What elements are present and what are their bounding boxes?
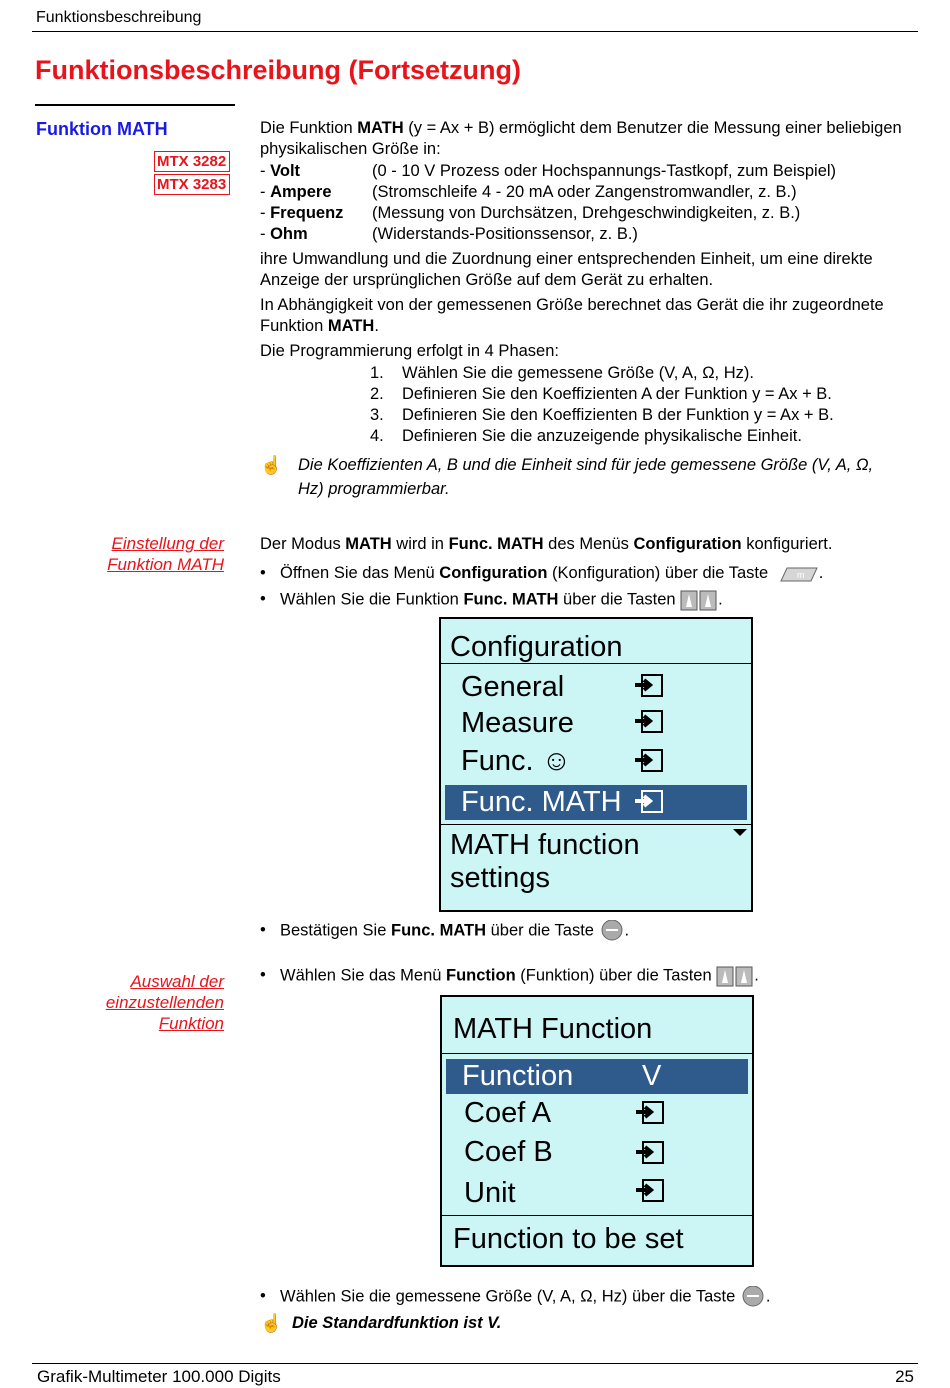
footer-title: Grafik-Multimeter 100.000 Digits <box>37 1367 281 1386</box>
phase-item: 3. Definieren Sie den Koeffizienten B der Funktion y = Ax + B. <box>370 406 834 424</box>
screen-divider <box>441 824 751 825</box>
page-number: 25 <box>895 1367 914 1386</box>
screen-divider <box>442 1053 752 1054</box>
phase-item: 2. Definieren Sie den Koeffizienten A der Funktion y = Ax + B. <box>370 385 832 403</box>
calc-paragraph: In Abhängigkeit von der gemessenen Größe berechnet das Gerät die ihr zugeordnete Funktion MATH. <box>260 296 884 335</box>
screen-hint: Function to be set <box>453 1223 684 1255</box>
screen-hint-line2: settings <box>450 862 550 894</box>
enter-icon <box>634 710 664 734</box>
running-header: Funktionsbeschreibung <box>36 9 202 26</box>
intro-block <box>260 118 920 501</box>
phase-item: 4. Definieren Sie die anzuzeigende physikalische Einheit. <box>370 427 802 445</box>
intro-paragraph: Die Funktion MATH (y = Ax + B) ermöglicht dem Benutzer die Messung einer beliebigen physikalischen Größe in: <box>260 119 902 158</box>
up-down-keys-icon <box>680 589 718 611</box>
menu-item-function[interactable]: Function <box>462 1060 574 1092</box>
default-note: ☝ Die Standardfunktion ist V. <box>260 1313 502 1333</box>
lcd-math-function-screen <box>440 995 754 1267</box>
screen-divider <box>441 663 751 664</box>
section-heading: Funktion MATH <box>36 119 168 139</box>
section-rule <box>35 104 235 106</box>
screen-divider <box>442 1215 752 1216</box>
unit-row: - Ohm (Widerstands-Positionssensor, z. B.) <box>260 225 638 243</box>
enter-icon <box>634 790 664 814</box>
round-key-icon <box>740 1286 766 1308</box>
footer-rule <box>32 1363 918 1364</box>
note: ☝ Die Koeffizienten A, B und die Einheit sind für jede gemessene Größe (V, A, Ω, Hz) programmierbar. <box>260 453 920 501</box>
conversion-paragraph: ihre Umwandlung und die Zuordnung einer entsprechenden Einheit, um eine direkte Anzeige der ursprünglichen Größe auf dem Gerät zu erhalten. <box>260 250 873 289</box>
screen-title: MATH Function <box>453 1013 653 1045</box>
page-title: Funktionsbeschreibung (Fortsetzung) <box>35 55 521 85</box>
svg-text:m: m <box>796 569 805 580</box>
model-badges <box>154 151 230 197</box>
menu-item-unit[interactable]: Unit <box>464 1177 516 1209</box>
phases-list <box>370 363 920 447</box>
enter-icon <box>634 674 664 698</box>
menu-item-func-math[interactable]: Func. MATH <box>461 786 622 818</box>
menu-item-function-selected[interactable] <box>446 1059 748 1094</box>
m-key-icon <box>773 564 819 584</box>
bullet-select-function-menu: • Wählen Sie das Menü Function (Funktion) über die Tasten . <box>260 965 759 987</box>
model-badge: MTX 3283 <box>154 174 230 195</box>
model-badge: MTX 3282 <box>154 151 230 172</box>
config-block <box>260 534 930 611</box>
bullet-select-func: • Wählen Sie die Funktion Func. MATH über die Tasten . <box>260 589 930 611</box>
enter-icon <box>635 1101 665 1125</box>
menu-item-general[interactable]: General <box>461 671 565 703</box>
config-paragraph: Der Modus MATH wird in Func. MATH des Menüs Configuration konfiguriert. <box>260 535 833 553</box>
unit-row: - Frequenz (Messung von Durchsätzen, Drehgeschwindigkeiten, z. B.) <box>260 204 801 222</box>
enter-icon <box>634 749 664 773</box>
enter-icon <box>635 1179 665 1203</box>
up-down-keys-icon <box>716 965 754 987</box>
bullet-confirm: • Bestätigen Sie Func. MATH über die Taste . <box>260 920 629 942</box>
screen-hint-line1: MATH function <box>450 829 640 861</box>
phases-intro: Die Programmierung erfolgt in 4 Phasen: <box>260 342 559 360</box>
scroll-down-icon <box>733 829 747 837</box>
round-key-icon <box>599 920 625 942</box>
unit-row: - Ampere (Stromschleife 4 - 20 mA oder Zangenstromwandler, z. B.) <box>260 183 797 201</box>
pointing-hand-icon: ☝ <box>260 455 283 475</box>
phase-item: 1. Wählen Sie die gemessene Größe (V, A, Ω, Hz). <box>370 364 754 382</box>
bullet-select-quantity: • Wählen Sie die gemessene Größe (V, A, Ω, Hz) über die Taste . <box>260 1286 771 1308</box>
menu-item-coef-b[interactable]: Coef B <box>464 1136 553 1168</box>
subsection-einstellung: Einstellung der Funktion MATH <box>107 534 224 574</box>
bullet-open-config: • Öffnen Sie das Menü Configuration (Konfiguration) über die Taste m . <box>260 564 824 582</box>
menu-item-coef-a[interactable]: Coef A <box>464 1097 552 1129</box>
menu-item-measure[interactable]: Measure <box>461 707 574 739</box>
enter-icon <box>635 1141 665 1165</box>
subsection-auswahl: Auswahl der einzustellenden Funktion <box>105 972 224 1033</box>
lcd-config-screen <box>439 617 753 912</box>
header-rule <box>32 31 918 32</box>
function-value: V <box>642 1060 662 1092</box>
pointing-hand-icon: ☝ <box>260 1313 283 1333</box>
menu-item-func[interactable]: Func. ☺ <box>461 745 572 777</box>
unit-row: - Volt (0 - 10 V Prozess oder Hochspannungs-Tastkopf, zum Beispiel) <box>260 162 837 180</box>
menu-item-func-math-selected[interactable] <box>445 785 747 820</box>
screen-title: Configuration <box>450 631 623 663</box>
